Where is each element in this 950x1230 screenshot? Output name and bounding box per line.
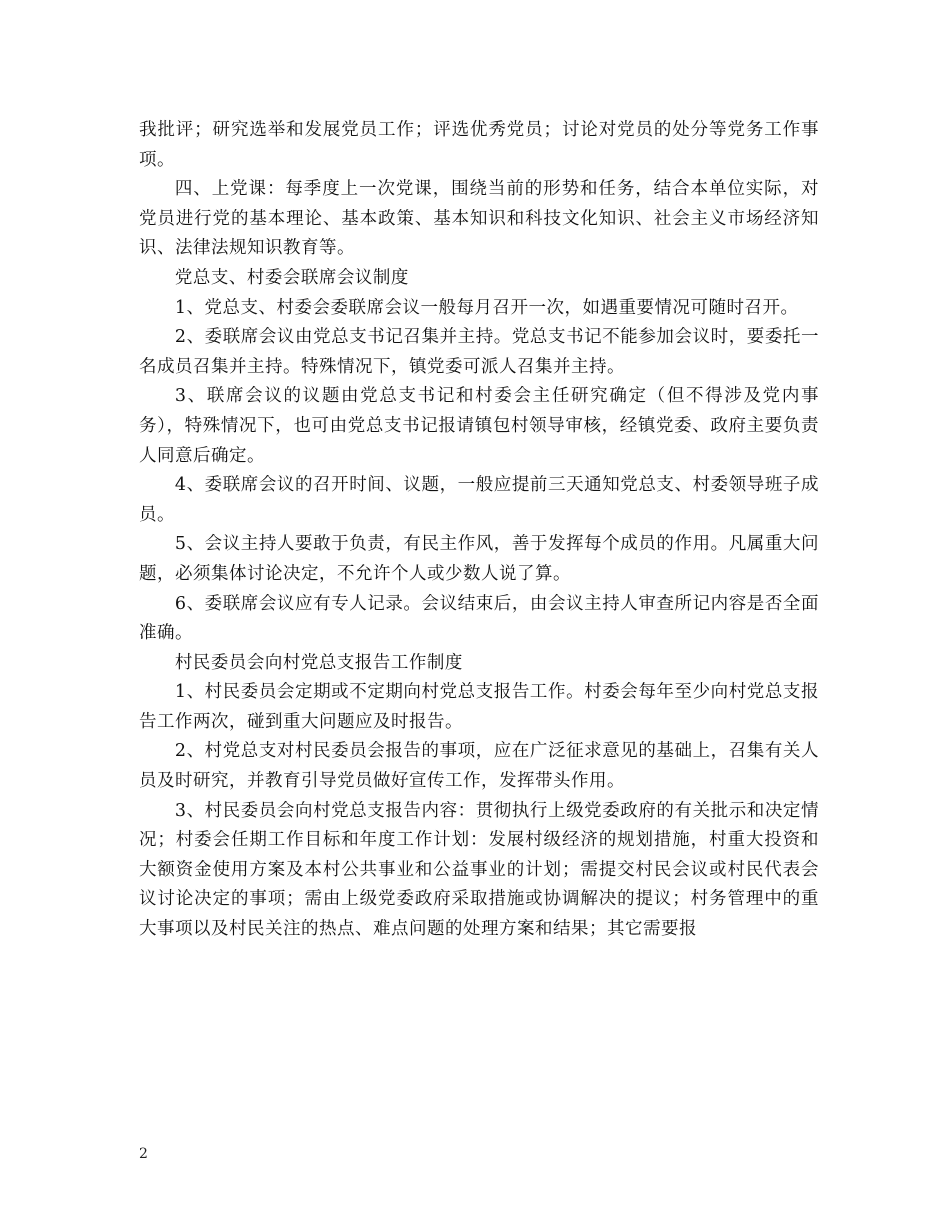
document-body	[139, 116, 819, 945]
paragraph-12: 2、村党总支对村民委员会报告的事项，应在广泛征求意见的基础上，召集有关人员及时研究，并教育引导党员做好宣传工作，发挥带头作用。	[139, 741, 819, 792]
paragraph-1: 我批评；研究选举和发展党员工作；评选优秀党员；讨论对党员的处分等党务工作事项。	[139, 120, 819, 170]
paragraph-4: 1、党总支、村委会委联席会议一般每月召开一次，如遇重要情况可随时召开。	[174, 297, 799, 318]
paragraph-11: 1、村民委员会定期或不定期向村党总支报告工作。村委会每年至少向村党总支报告工作两次，碰到重大问题应及时报告。	[139, 682, 819, 732]
section-heading-report-system: 村民委员会向村党总支报告工作制度	[174, 652, 463, 673]
paragraph-2: 四、上党课：每季度上一次党课，围绕当前的形势和任务，结合本单位实际，对党员进行党的基本理论、基本政策、基本知识和科技文化知识、社会主义市场经济知识、法律法规知识教育等。	[139, 179, 819, 259]
paragraph-6: 3、联席会议的议题由党总支书记和村委会主任研究确定（但不得涉及党内事务），特殊情况下，也可由党总支书记报请镇包村领导审核，经镇党委、政府主要负责人同意后确定。	[139, 386, 819, 466]
section-heading-joint-meeting: 党总支、村委会联席会议制度	[174, 267, 409, 288]
paragraph-7: 4、委联席会议的召开时间、议题，一般应提前三天通知党总支、村委领导班子成员。	[139, 475, 819, 525]
page-number: 2	[139, 1146, 148, 1162]
paragraph-9: 6、委联席会议应有专人记录。会议结束后，由会议主持人审查所记内容是否全面准确。	[139, 593, 819, 644]
paragraph-5: 2、委联席会议由党总支书记召集并主持。党总支书记不能参加会议时，要委托一名成员召集并主持。特殊情况下，镇党委可派人召集并主持。	[139, 327, 819, 377]
paragraph-8: 5、会议主持人要敢于负责，有民主作风，善于发挥每个成员的作用。凡属重大问题，必须集体讨论决定，不允许个人或少数人说了算。	[139, 534, 819, 584]
paragraph-13: 3、村民委员会向村党总支报告内容：贯彻执行上级党委政府的有关批示和决定情况；村委会任期工作目标和年度工作计划：发展村级经济的规划措施，村重大投资和大额资金使用方案及本村公共事业和公益事业的计划；需提交村民会议或村民代表会议讨论决定的事项；需由上级党委政府采取措施或协调解决的提议；村务管理中的重大事项以及村民关注的热点、难点问题的处理方案和结果；其它需要报	[139, 800, 819, 940]
